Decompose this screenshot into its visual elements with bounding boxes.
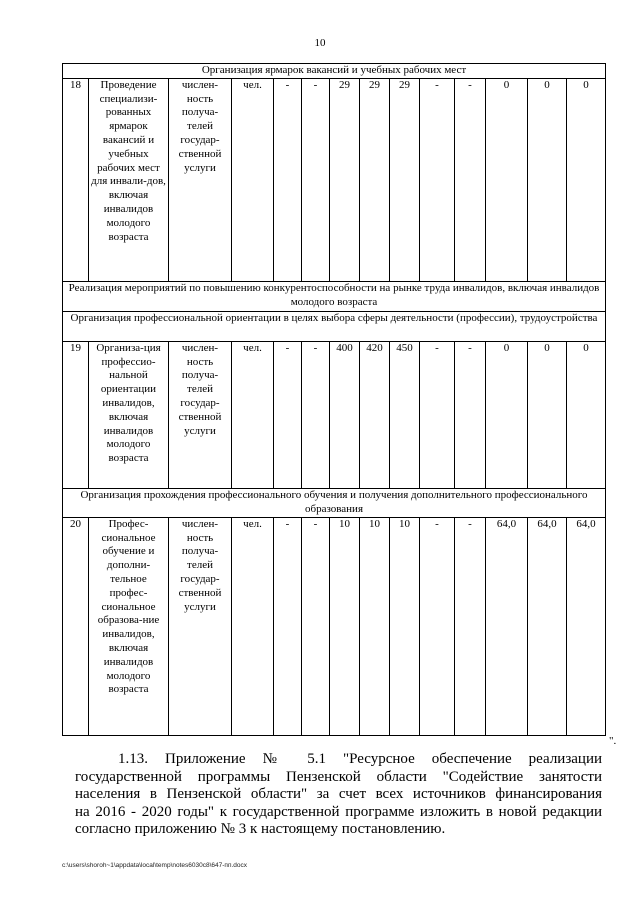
value-cell: 64,0	[567, 517, 606, 735]
paragraph-line: согласно приложению № 3 к настоящему постановлению.	[75, 821, 446, 838]
value-cell: 29	[390, 78, 420, 281]
value-cell: -	[302, 517, 330, 735]
value-cell: -	[274, 341, 302, 488]
value-cell: 400	[330, 341, 360, 488]
section-row	[63, 64, 606, 79]
value-cell: 450	[390, 341, 420, 488]
paragraph-line: 1.13. Приложение № 5.1 "Ресурсное обеспечение реализации	[118, 751, 602, 767]
closing-quote: ".	[609, 735, 617, 747]
value-cell: -	[302, 78, 330, 281]
unit-cell: чел.	[232, 517, 274, 735]
value-cell: 29	[360, 78, 390, 281]
section-row	[63, 311, 606, 341]
indicators-table	[62, 63, 606, 736]
value-cell: 64,0	[486, 517, 528, 735]
file-path-footer: c:\users\shoroh~1\appdata\local\temp\notes6030c8\647-пп.docx	[62, 862, 248, 869]
paragraph-line: государственной программы Пензенской области "Содействие занятости	[75, 768, 602, 785]
value-cell: -	[455, 517, 486, 735]
value-cell: 0	[567, 341, 606, 488]
value-cell: -	[302, 341, 330, 488]
value-cell: 0	[528, 78, 567, 281]
amendment-paragraph	[75, 751, 602, 839]
event-name: Проведение специализи-рованных ярмарок вакансий и учебных рабочих мест для инвали-дов, включая инвалидов молодого возраста	[89, 78, 169, 281]
value-cell: 420	[360, 341, 390, 488]
value-cell: -	[420, 78, 455, 281]
unit-cell: чел.	[232, 78, 274, 281]
value-cell: -	[455, 341, 486, 488]
section-title: Организация прохождения профессионального обучения и получения дополнительного профессионального образования	[63, 488, 606, 517]
value-cell: 0	[486, 78, 528, 281]
paragraph-line: на 2016 - 2020 годы" к государственной программе изложить в новой редакции	[75, 803, 602, 820]
table-row	[63, 517, 606, 735]
row-number: 20	[63, 517, 89, 735]
value-cell: -	[274, 78, 302, 281]
section-row	[63, 488, 606, 517]
indicator-name: числен-ность получа-телей государ-ственной услуги	[169, 341, 232, 488]
page-number: 10	[314, 37, 326, 49]
section-title: Организация ярмарок вакансий и учебных рабочих мест	[63, 64, 606, 79]
value-cell: 64,0	[528, 517, 567, 735]
value-cell: 10	[390, 517, 420, 735]
paragraph-line: населения в Пензенской области" за счет всех источников финансирования	[75, 786, 602, 803]
value-cell: 10	[360, 517, 390, 735]
value-cell: -	[420, 517, 455, 735]
event-name: Профес-сиональное обучение и дополни-тельное профес-сиональное образова-ние инвалидов, включая инвалидов молодого возраста	[89, 517, 169, 735]
table-row	[63, 341, 606, 488]
value-cell: 0	[528, 341, 567, 488]
table-row	[63, 78, 606, 281]
unit-cell: чел.	[232, 341, 274, 488]
row-number: 19	[63, 341, 89, 488]
value-cell: -	[274, 517, 302, 735]
value-cell: 10	[330, 517, 360, 735]
row-number: 18	[63, 78, 89, 281]
value-cell: 0	[567, 78, 606, 281]
value-cell: 0	[486, 341, 528, 488]
indicator-name: числен-ность получа-телей государ-ственной услуги	[169, 517, 232, 735]
value-cell: 29	[330, 78, 360, 281]
event-name: Организа-ция профессио-нальной ориентации инвалидов, включая инвалидов молодого возраста	[89, 341, 169, 488]
indicator-name: числен-ность получа-телей государ-ственной услуги	[169, 78, 232, 281]
section-row	[63, 281, 606, 311]
value-cell: -	[420, 341, 455, 488]
section-title: Организация профессиональной ориентации в целях выбора сферы деятельности (профессии), трудоустройства	[63, 311, 606, 341]
section-title: Реализация мероприятий по повышению конкурентоспособности на рынке труда инвалидов, включая инвалидов молодого возраста	[63, 281, 606, 311]
value-cell: -	[455, 78, 486, 281]
